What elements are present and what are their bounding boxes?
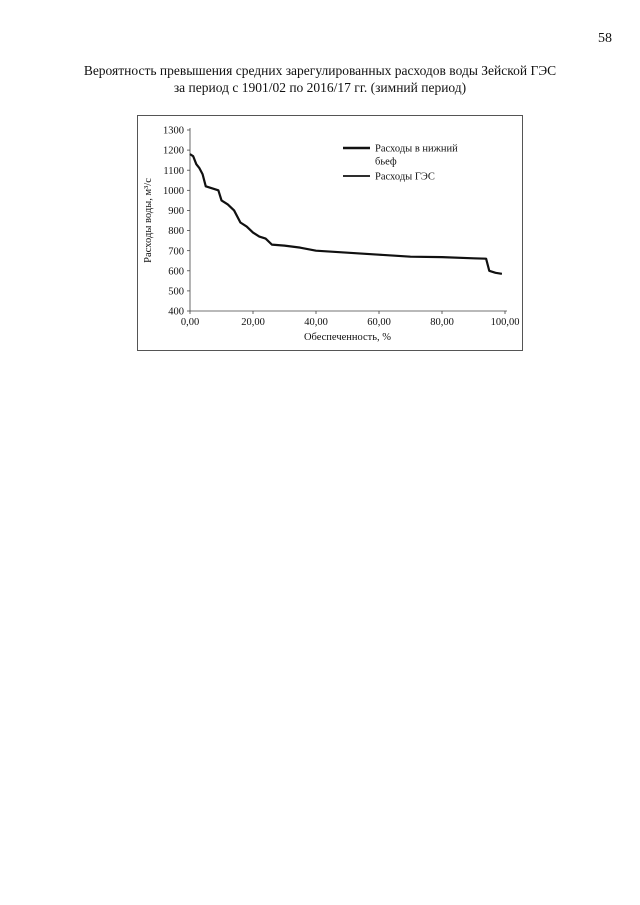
chart-frame (138, 116, 523, 351)
series-line (190, 154, 502, 274)
y-tick-label: 500 (168, 286, 184, 298)
y-tick-label: 1100 (163, 165, 184, 177)
x-tick-label: 40,00 (304, 317, 328, 328)
y-tick-label: 800 (168, 226, 184, 238)
y-tick-label: 400 (168, 306, 184, 318)
y-tick-label: 600 (168, 266, 184, 278)
chart (137, 115, 523, 351)
legend-label: Расходы ГЭС (375, 171, 435, 183)
chart-title-line-2: за период с 1901/02 по 2016/17 гг. (зимний период) (173, 80, 467, 95)
y-tick-label: 1200 (163, 145, 184, 157)
legend-label: бьеф (375, 156, 397, 168)
series-1 (190, 154, 502, 274)
y-axis-label: Расходы воды, м³/с (143, 178, 154, 263)
x-tick-label: 80,00 (430, 317, 454, 328)
x-tick-label: 60,00 (367, 317, 391, 328)
chart-title-line-1: Вероятность превышения средних зарегулированных расходов воды Зейской ГЭС (83, 63, 557, 78)
y-tick-label: 1300 (163, 125, 184, 137)
y-tick-label: 700 (168, 246, 184, 258)
x-tick-label: 0,00 (180, 317, 200, 328)
y-tick-label: 900 (168, 206, 184, 218)
x-axis-label: Обеспеченность, % (303, 332, 392, 343)
legend-label: Расходы в нижний (375, 143, 458, 155)
y-tick-label: 1000 (163, 185, 184, 197)
page-number: 58 (598, 31, 612, 46)
x-tick-label: 20,00 (241, 317, 265, 328)
x-tick-label: 100,00 (490, 317, 520, 328)
